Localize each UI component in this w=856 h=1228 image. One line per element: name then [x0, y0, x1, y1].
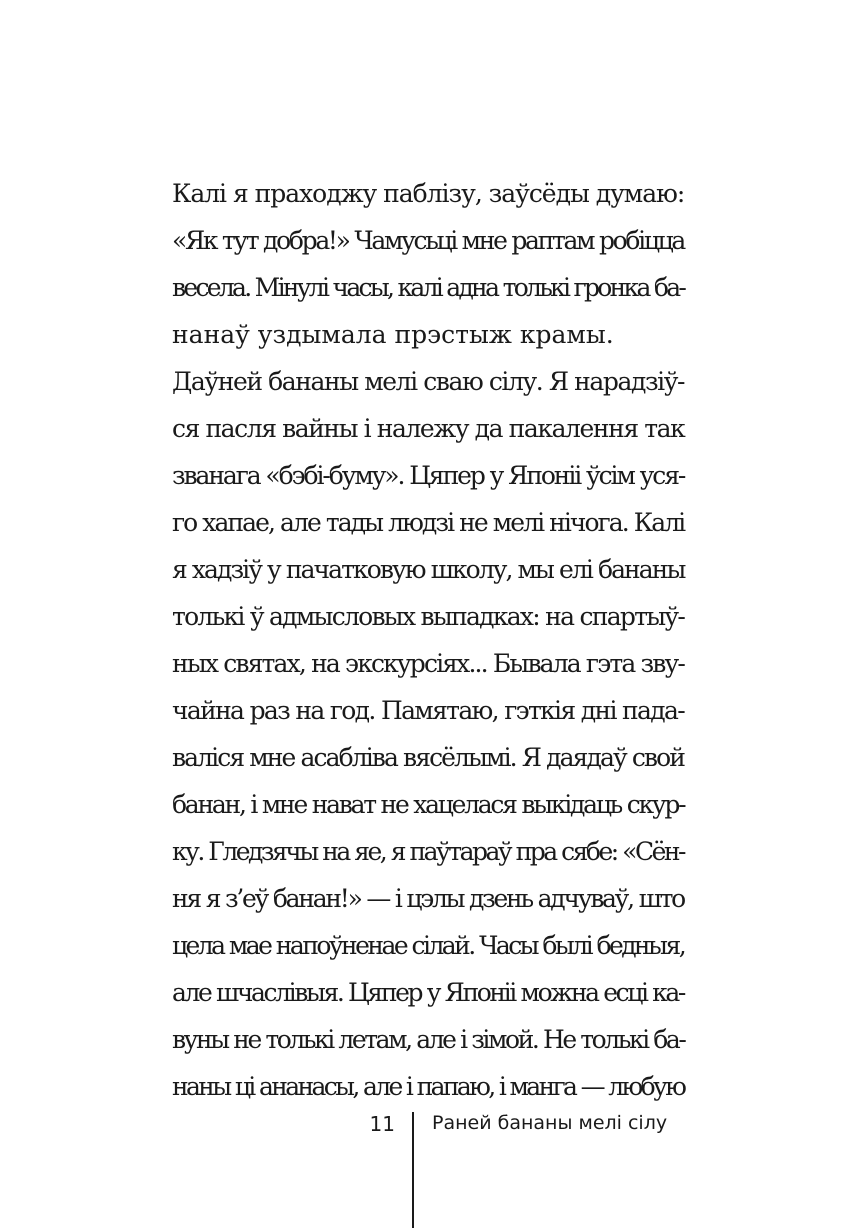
text-line: ных святах, на экскурсіях... Бывала гэта зву- — [172, 649, 684, 678]
text-line: Калі я праходжу паблізу, заўсёды думаю: — [172, 179, 685, 208]
body-text — [172, 170, 684, 1110]
text-line: ня я з’еў банан!» — і цэлы дзень адчуваў, што — [172, 884, 684, 913]
text-line: банан, і мне нават не хацелася выкідаць скур- — [172, 790, 685, 819]
text-line: цела мае напоўненае сілай. Часы былі бедныя, — [172, 931, 685, 960]
page-number: 11 — [369, 1112, 395, 1136]
text-line: наны ці ананасы, але і папаю, і манга — любую — [172, 1072, 685, 1101]
text-line: ку. Гледзячы на яе, я паўтараў пра сябе: «Сён- — [172, 837, 684, 866]
text-line: весела. Мінулі часы, калі адна толькі гронка ба- — [172, 273, 685, 302]
running-title: Раней бананы мелі сілу — [432, 1112, 668, 1134]
text-line: го хапае, але тады людзі не мелі нічога. Калі — [172, 508, 685, 537]
text-line: Даўней бананы мелі сваю сілу. Я нарадзіў- — [172, 367, 685, 396]
text-line: валіся мне асабліва вясёлымі. Я даядаў свой — [172, 743, 684, 772]
text-line: ся пасля вайны і належу да пакалення так — [172, 414, 685, 443]
footer-divider — [412, 1112, 414, 1228]
text-line: я хадзіў у пачатковую школу, мы елі бананы — [172, 555, 685, 584]
text-line: званага «бэбі-буму». Цяпер у Японіі ўсім уся- — [172, 461, 685, 490]
text-line: вуны не толькі летам, але і зімой. Не толькі ба- — [172, 1025, 685, 1054]
text-line: чайна раз на год. Памятаю, гэткія дні пада- — [172, 696, 684, 725]
text-line: але шчаслівыя. Цяпер у Японіі можна есці ка- — [172, 978, 684, 1007]
text-line: толькі ў адмысловых выпадках: на спартыў- — [172, 602, 685, 631]
text-line: нанаў уздымала прэстыж крамы. — [172, 320, 614, 349]
text-line: «Як тут добра!» Чамусьці мне раптам робіцца — [172, 226, 684, 255]
